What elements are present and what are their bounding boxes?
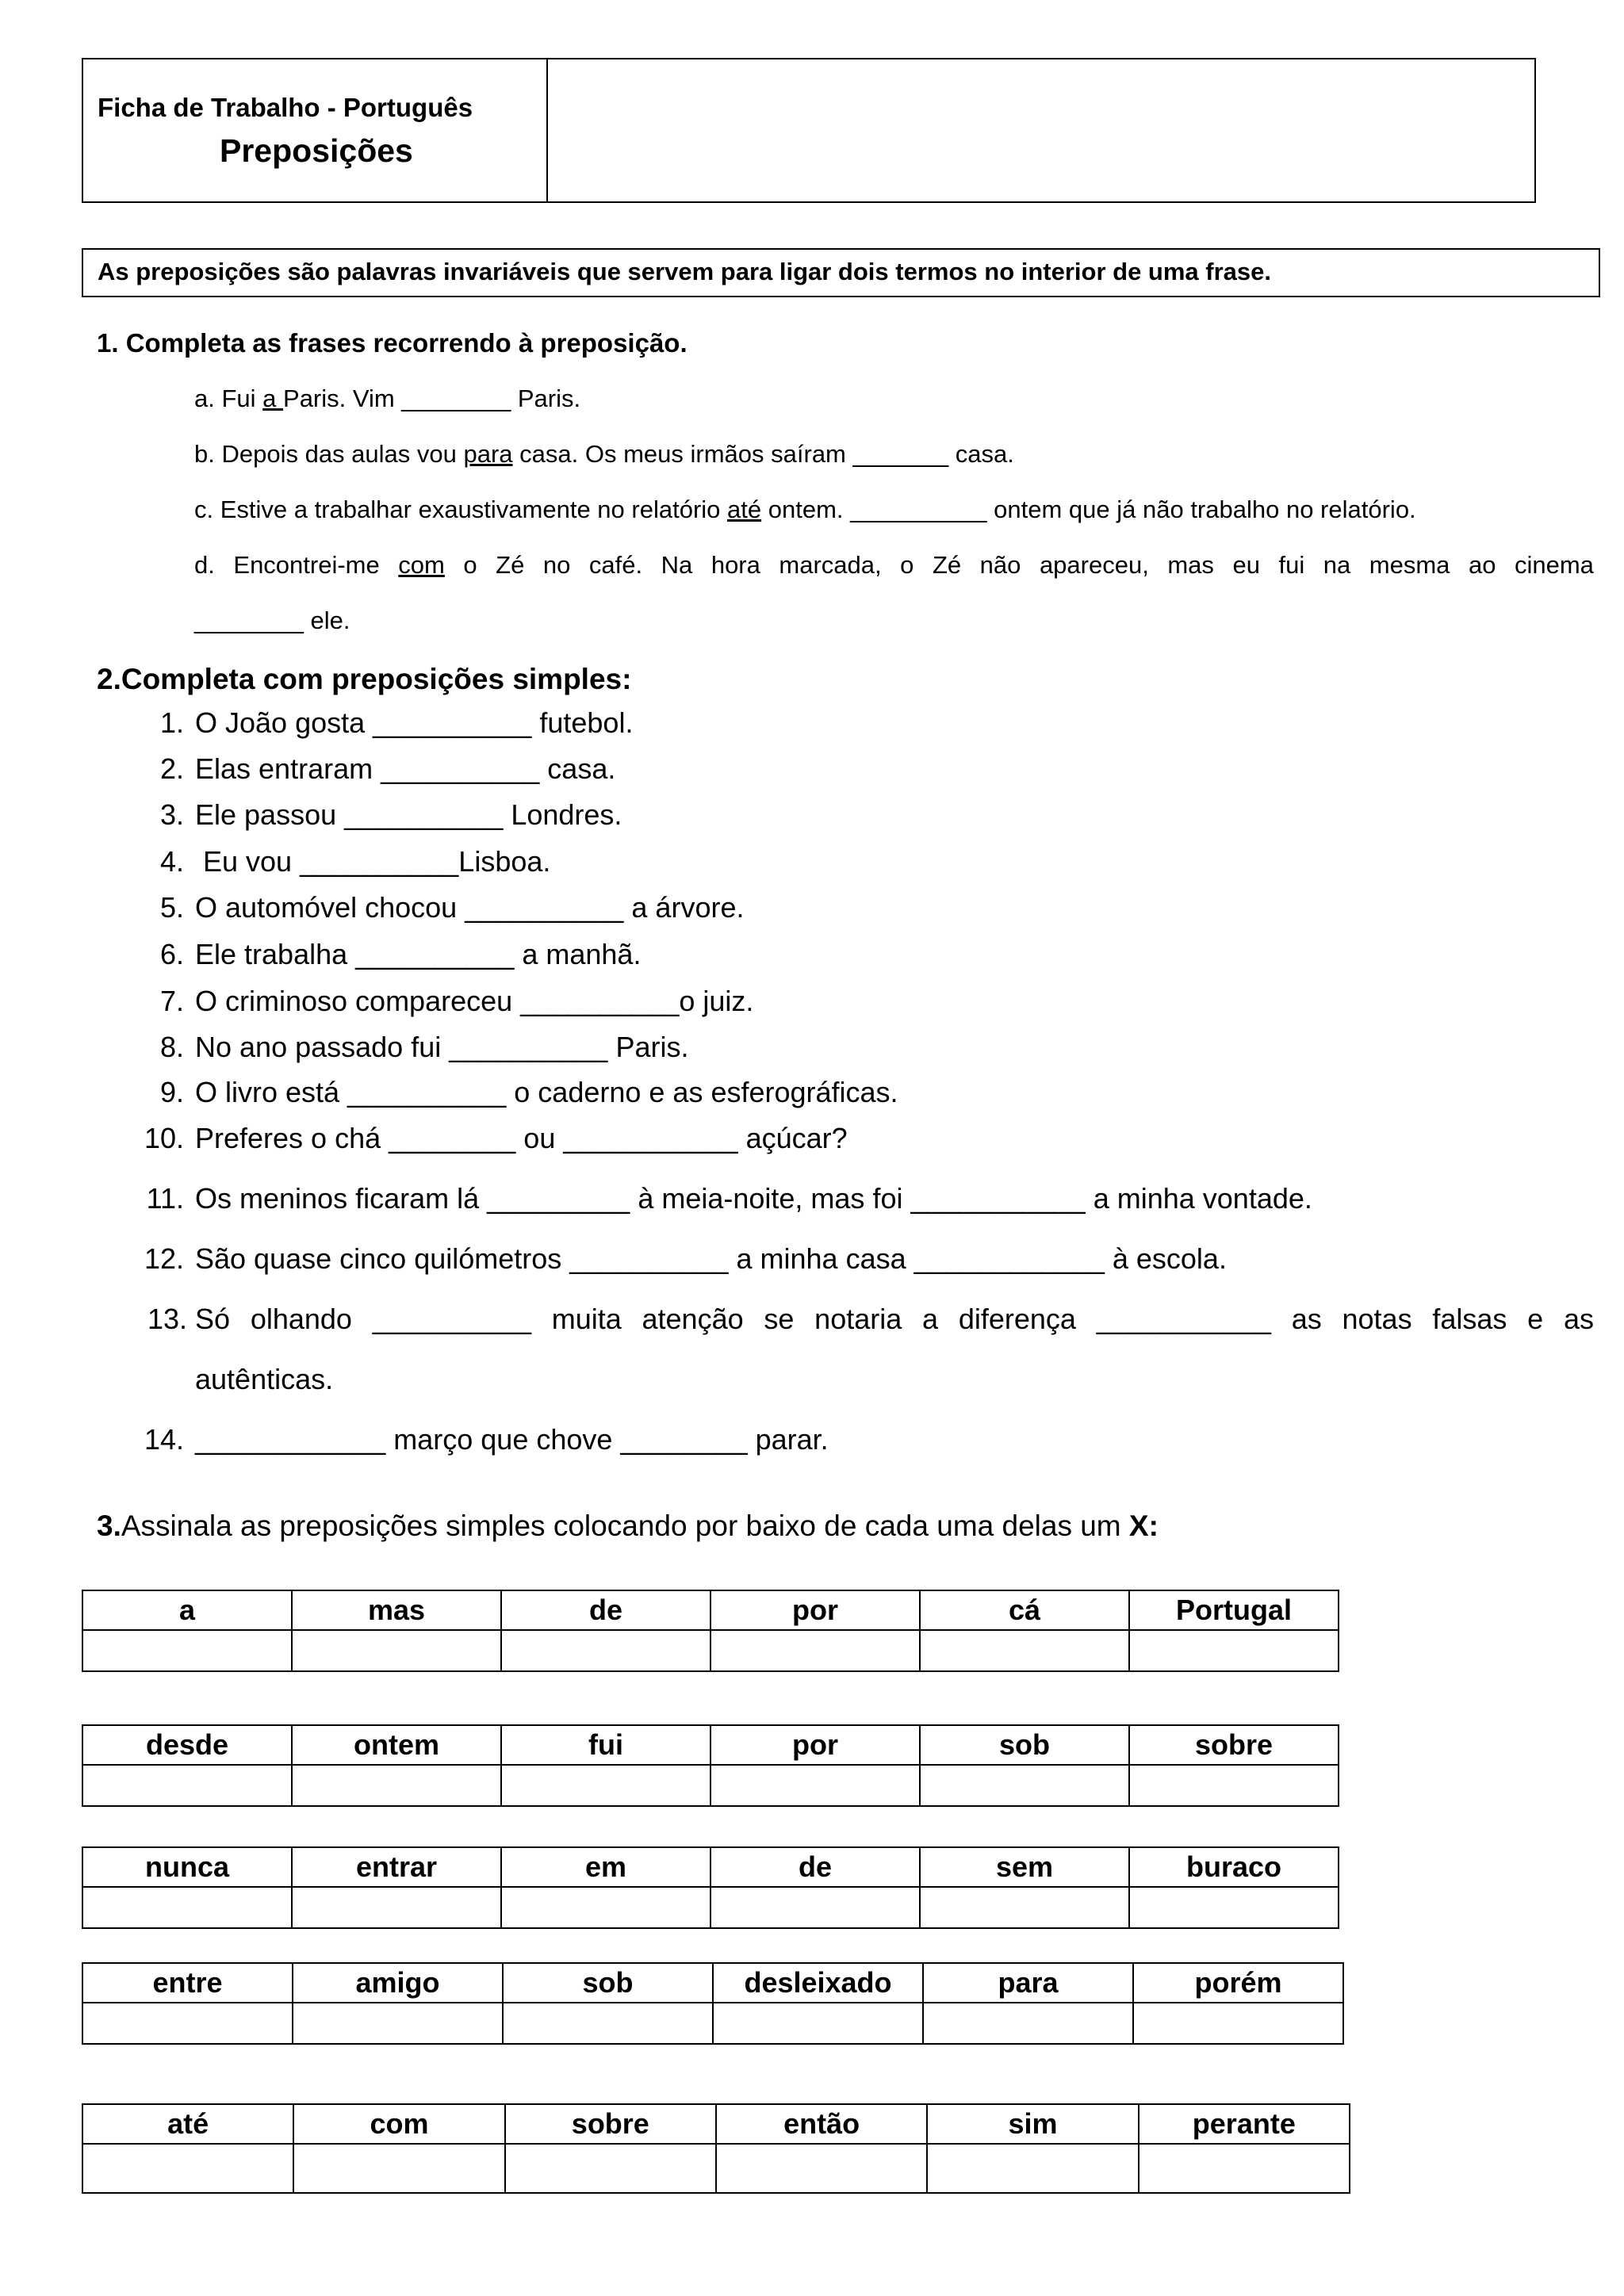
answer-cell[interactable] — [710, 1765, 920, 1806]
exercise-2-item — [135, 985, 753, 1018]
answer-cell[interactable] — [293, 2003, 503, 2044]
item-word: notaria — [814, 1303, 902, 1335]
word-table — [82, 1846, 1339, 1929]
word-cell: até — [82, 2104, 293, 2144]
word-cell: entre — [82, 1963, 293, 2003]
item-number: 12. — [144, 1242, 184, 1275]
exercise-1d-word: o — [463, 551, 477, 579]
item-number: 4. — [159, 845, 184, 878]
exercise-2-item — [135, 1423, 829, 1456]
section2-title: 2.Completa com preposições simples: — [97, 663, 632, 695]
item-number: 8. — [159, 1031, 184, 1063]
item-text: Elas entraram __________ casa. — [195, 752, 616, 785]
exercise-1d-word: hora — [710, 551, 760, 579]
item-text: O automóvel chocou __________ a árvore. — [195, 891, 745, 924]
answer-cell[interactable] — [501, 1630, 710, 1671]
item-number: 14. — [144, 1423, 184, 1456]
word-cell: desde — [82, 1725, 292, 1765]
exercise-2-item — [135, 845, 550, 878]
answer-cell[interactable] — [292, 1630, 501, 1671]
answer-cell[interactable] — [82, 1887, 292, 1928]
word-cell: perante — [1139, 2104, 1350, 2144]
exercise-1d-word: ao — [1468, 551, 1496, 579]
answer-cell[interactable] — [292, 1765, 501, 1806]
item-number: 11. — [146, 1182, 184, 1215]
exercise-2-item — [135, 1076, 898, 1109]
answer-cell[interactable] — [292, 1887, 501, 1928]
word-cell: para — [923, 1963, 1133, 2003]
word-cell: sem — [920, 1847, 1129, 1887]
exercise-1d-word: mesma — [1369, 551, 1450, 579]
item-word: falsas — [1432, 1303, 1507, 1335]
item-word: Só — [195, 1303, 231, 1335]
item-word: ___________ — [1096, 1303, 1271, 1335]
exercise-2-item — [135, 1242, 1227, 1276]
exercise-1d-word: café. — [588, 551, 643, 579]
item-word: notas — [1342, 1303, 1412, 1335]
header-box — [82, 58, 1536, 203]
item-text: Ele passou __________ Londres. — [195, 798, 622, 831]
exercise-2-item — [135, 1122, 848, 1155]
exercise-1d-continuation: ________ ele. — [194, 607, 350, 634]
exercise-1d-word: Zé — [496, 551, 525, 579]
answer-cell[interactable] — [82, 1630, 292, 1671]
word-cell: amigo — [293, 1963, 503, 2003]
word-cell: por — [710, 1590, 920, 1630]
exercise-2-item — [135, 706, 633, 740]
exercise-1d-word: fui — [1278, 551, 1305, 579]
answer-cell[interactable] — [82, 1765, 292, 1806]
answer-cell[interactable] — [927, 2144, 1138, 2193]
answer-cell[interactable] — [920, 1765, 1129, 1806]
item-word: as — [1291, 1303, 1322, 1335]
item-number: 5. — [159, 891, 184, 924]
item-text: O João gosta __________ futebol. — [195, 706, 634, 739]
item-word: a — [922, 1303, 939, 1335]
answer-cell[interactable] — [82, 2144, 293, 2193]
word-table — [82, 1724, 1339, 1807]
item-word: __________ — [372, 1303, 531, 1335]
answer-cell[interactable] — [501, 1887, 710, 1928]
word-cell: sobre — [1129, 1725, 1339, 1765]
word-cell: nunca — [82, 1847, 292, 1887]
answer-cell[interactable] — [1139, 2144, 1350, 2193]
word-cell: de — [710, 1847, 920, 1887]
exercise-1c-pre: c. Estive a trabalhar exaustivamente no relatório — [194, 496, 728, 523]
word-cell: então — [716, 2104, 927, 2144]
answer-cell[interactable] — [710, 1630, 920, 1671]
word-cell: com — [293, 2104, 504, 2144]
definition-box: As preposições são palavras invariáveis que servem para ligar dois termos no interior de uma frase. — [82, 248, 1600, 297]
exercise-2-item — [135, 938, 641, 971]
answer-cell[interactable] — [293, 2144, 504, 2193]
answer-cell[interactable] — [713, 2003, 923, 2044]
sheet-label: Ficha de Trabalho - Português — [98, 93, 473, 122]
item-number: 7. — [159, 985, 184, 1017]
sheet-title: Preposições — [220, 132, 413, 169]
word-cell: fui — [501, 1725, 710, 1765]
exercise-1a-prep: a — [262, 385, 284, 412]
answer-cell[interactable] — [1129, 1630, 1339, 1671]
answer-cell[interactable] — [923, 2003, 1133, 2044]
word-cell: em — [501, 1847, 710, 1887]
item-text: Ele trabalha __________ a manhã. — [195, 938, 642, 970]
item-word: muita — [551, 1303, 622, 1335]
exercise-1a-pre: a. Fui — [194, 385, 263, 412]
exercise-1d-word: no — [542, 551, 571, 579]
item-text: Os meninos ficaram lá _________ à meia-noite, mas foi ___________ a minha vontade. — [195, 1182, 1312, 1215]
item-number: 10. — [144, 1122, 184, 1154]
exercise-2-item — [135, 798, 622, 832]
answer-cell[interactable] — [920, 1630, 1129, 1671]
word-cell: Portugal — [1129, 1590, 1339, 1630]
exercise-1b-prep: para — [463, 440, 513, 468]
item-word: se — [764, 1303, 795, 1335]
answer-cell[interactable] — [1129, 1887, 1339, 1928]
word-cell: a — [82, 1590, 292, 1630]
answer-cell[interactable] — [503, 2003, 713, 2044]
word-cell: de — [501, 1590, 710, 1630]
exercise-1b-pre: b. Depois das aulas vou — [194, 440, 464, 468]
item-text: ____________ março que chove ________ parar. — [195, 1423, 829, 1456]
exercise-1b — [194, 440, 1014, 469]
item-word: atenção — [642, 1303, 744, 1335]
word-cell: por — [710, 1725, 920, 1765]
exercise-1d-word: Encontrei-me — [233, 551, 380, 579]
answer-cell[interactable] — [82, 2003, 293, 2044]
exercise-1d-word: Zé — [932, 551, 962, 579]
exercise-1c — [194, 496, 1416, 524]
answer-cell[interactable] — [710, 1887, 920, 1928]
answer-cell[interactable] — [1133, 2003, 1343, 2044]
section3-title — [97, 1510, 1159, 1543]
exercise-2-item — [135, 1031, 688, 1064]
answer-cell[interactable] — [501, 1765, 710, 1806]
word-cell: mas — [292, 1590, 501, 1630]
exercise-1d-word: eu — [1232, 551, 1260, 579]
word-cell: sob — [920, 1725, 1129, 1765]
section3-title-num: 3. — [97, 1510, 121, 1542]
exercise-1d-word: o — [900, 551, 914, 579]
exercise-1d-word: d. — [194, 551, 215, 579]
exercise-2-item — [135, 1303, 1594, 1336]
section3-title-mark: X — [1128, 1510, 1149, 1542]
item-word: e — [1527, 1303, 1544, 1335]
item-text — [195, 1303, 1594, 1336]
exercise-1d-word: marcada, — [779, 551, 882, 579]
exercise-2-item — [135, 752, 615, 786]
word-cell: ontem — [292, 1725, 501, 1765]
exercise-1a-post: Paris. Vim ________ Paris. — [283, 385, 581, 412]
item-text: O criminoso compareceu __________o juiz. — [195, 985, 754, 1017]
word-cell: sobre — [505, 2104, 716, 2144]
section3-title-end: : — [1148, 1510, 1159, 1542]
item-text: São quase cinco quilómetros __________ a minha casa ____________ à escola. — [195, 1242, 1227, 1275]
exercise-1d-word: cinema — [1514, 551, 1594, 579]
item-number: 13. — [147, 1303, 188, 1335]
exercise-1d-word: não — [979, 551, 1021, 579]
item-number: 1. — [159, 706, 184, 739]
exercise-1d-word: apareceu, — [1039, 551, 1149, 579]
word-table — [82, 1962, 1344, 2045]
item-number: 2. — [159, 752, 184, 785]
exercise-1d-word: mas — [1167, 551, 1214, 579]
item-number: 3. — [159, 798, 184, 831]
word-table — [82, 2103, 1350, 2194]
exercise-2-item — [135, 891, 744, 924]
item-word: as — [1563, 1303, 1594, 1335]
section3-title-text: Assinala as preposições simples colocando por baixo de cada uma delas um — [121, 1510, 1129, 1542]
exercise-1c-post: ontem. __________ ontem que já não trabalho no relatório. — [761, 496, 1416, 523]
exercise-1d-word: na — [1323, 551, 1351, 579]
item-text: Preferes o chá ________ ou ___________ açúcar? — [195, 1122, 848, 1154]
item-number: 9. — [159, 1076, 184, 1108]
exercise-1a — [194, 385, 580, 413]
exercise-1c-prep: até — [727, 496, 762, 523]
exercise-1d-prep: com — [398, 551, 445, 579]
item-word: diferença — [958, 1303, 1076, 1335]
item-word: olhando — [250, 1303, 352, 1335]
exercise-1d — [194, 551, 1594, 580]
word-cell: porém — [1133, 1963, 1343, 2003]
item-text: O livro está __________ o caderno e as esferográficas. — [195, 1076, 898, 1108]
answer-cell[interactable] — [716, 2144, 927, 2193]
word-cell: entrar — [292, 1847, 501, 1887]
word-cell: sim — [927, 2104, 1138, 2144]
exercise-2-item — [135, 1182, 1312, 1215]
word-cell: buraco — [1129, 1847, 1339, 1887]
answer-cell[interactable] — [1129, 1765, 1339, 1806]
exercise-2-item-continuation: autênticas. — [195, 1363, 334, 1395]
word-cell: sob — [503, 1963, 713, 2003]
item-text: No ano passado fui __________ Paris. — [195, 1031, 689, 1063]
word-cell: cá — [920, 1590, 1129, 1630]
answer-cell[interactable] — [920, 1887, 1129, 1928]
item-number: 6. — [159, 938, 184, 970]
exercise-1b-post: casa. Os meus irmãos saíram _______ casa. — [512, 440, 1014, 468]
answer-cell[interactable] — [505, 2144, 716, 2193]
section1-title: 1. Completa as frases recorrendo à preposição. — [97, 328, 688, 358]
header-title-cell — [83, 59, 548, 201]
word-table — [82, 1590, 1339, 1672]
exercise-1d-word: Na — [661, 551, 693, 579]
word-cell: desleixado — [713, 1963, 923, 2003]
item-text: Eu vou __________Lisboa. — [195, 845, 551, 878]
